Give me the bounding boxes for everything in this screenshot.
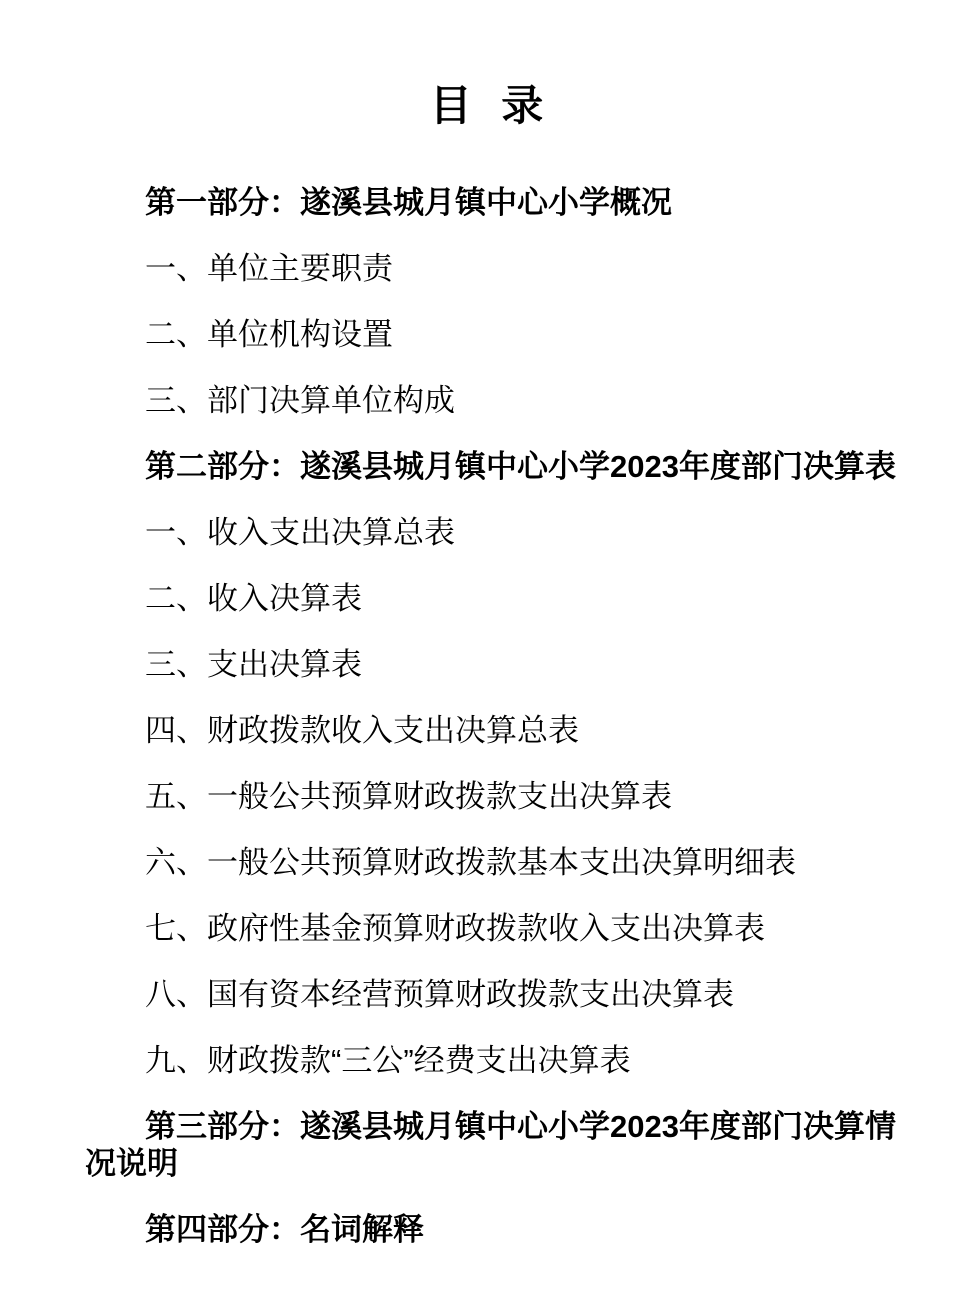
toc-section-part1: 第一部分：遂溪县城月镇中心小学概况 xyxy=(145,185,672,220)
toc-item-state-capital-budget: 八、国有资本经营预算财政拨款支出决算表 xyxy=(145,977,734,1012)
toc-item-government-fund-budget: 七、政府性基金预算财政拨款收入支出决算表 xyxy=(145,911,765,946)
toc-item-income-statement: 二、收入决算表 xyxy=(145,581,362,616)
toc-item-expenditure-statement: 三、支出决算表 xyxy=(145,647,362,682)
page-title: 目 录 xyxy=(429,84,544,130)
toc-section-part4: 第四部分：名词解释 xyxy=(145,1212,424,1247)
toc-item-fiscal-appropriation-summary: 四、财政拨款收入支出决算总表 xyxy=(145,713,579,748)
table-of-contents xyxy=(0,184,973,1248)
toc-item-income-expenditure-summary: 一、收入支出决算总表 xyxy=(145,515,455,550)
toc-section-part3: 第三部分：遂溪县城月镇中心小学2023年度部门决算情况说明 xyxy=(85,1109,896,1181)
toc-item-final-accounts-composition: 三、部门决算单位构成 xyxy=(145,383,455,418)
toc-item-general-public-budget-basic-detail: 六、一般公共预算财政拨款基本支出决算明细表 xyxy=(145,845,796,880)
toc-item-general-public-budget-expenditure: 五、一般公共预算财政拨款支出决算表 xyxy=(145,779,672,814)
toc-item-three-public-expenses: 九、财政拨款“三公”经费支出决算表 xyxy=(145,1043,631,1078)
toc-item-unit-main-duties: 一、单位主要职责 xyxy=(145,251,393,286)
toc-section-part2: 第二部分：遂溪县城月镇中心小学2023年度部门决算表 xyxy=(145,449,896,484)
toc-item-unit-organization: 二、单位机构设置 xyxy=(145,317,393,352)
